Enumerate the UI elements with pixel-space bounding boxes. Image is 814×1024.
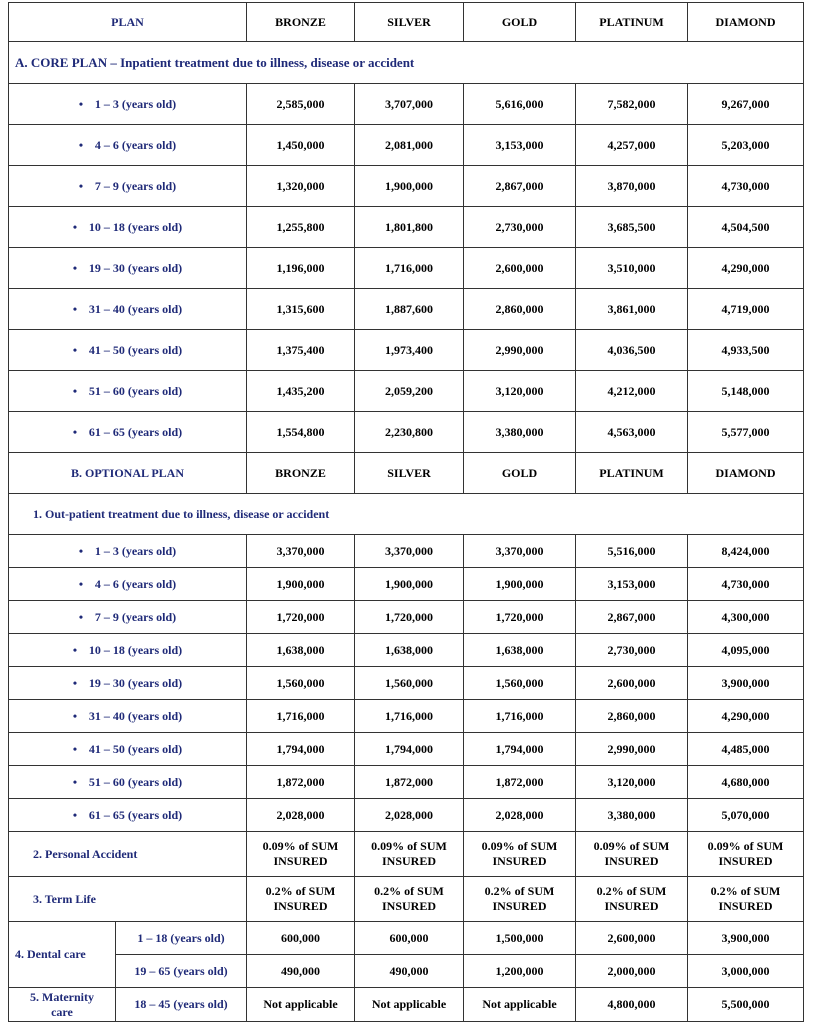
- value-cell: 1,638,000: [355, 634, 464, 667]
- value-cell: Not applicable: [247, 988, 355, 1022]
- age-cell: [9, 289, 247, 330]
- value-cell: 1,720,000: [464, 601, 576, 634]
- value-cell: [247, 877, 355, 922]
- age-cell: [9, 535, 247, 568]
- table-row: [9, 371, 804, 412]
- tier-header: DIAMOND: [688, 453, 804, 494]
- table-row: [9, 766, 804, 799]
- value-cell: 1,500,000: [464, 922, 576, 955]
- value-cell: 1,794,000: [247, 733, 355, 766]
- value-cell: 1,560,000: [247, 667, 355, 700]
- bullet-icon: •: [78, 137, 84, 152]
- age-cell: [9, 166, 247, 207]
- value-cell: 1,200,000: [464, 955, 576, 988]
- value-line: 0.09% of SUM: [707, 839, 784, 853]
- plan-header: PLAN: [9, 3, 247, 42]
- value-cell: 2,028,000: [355, 799, 464, 832]
- value-cell: 1,554,800: [247, 412, 355, 453]
- age-label: 41 – 50 (years old): [88, 741, 183, 756]
- value-cell: [247, 832, 355, 877]
- age-label: 51 – 60 (years old): [88, 383, 183, 398]
- value-cell: 1,638,000: [247, 634, 355, 667]
- maternity-label: [9, 988, 116, 1022]
- value-cell: 2,867,000: [576, 601, 688, 634]
- value-cell: 1,900,000: [355, 166, 464, 207]
- tier-header: DIAMOND: [688, 3, 804, 42]
- term-life-row: [9, 877, 804, 922]
- age-label: 41 – 50 (years old): [88, 342, 183, 357]
- value-cell: 4,800,000: [576, 988, 688, 1022]
- age-label: 31 – 40 (years old): [88, 708, 183, 723]
- table-row: [9, 412, 804, 453]
- outpatient-title-row: [9, 494, 804, 535]
- age-cell: [9, 330, 247, 371]
- value-cell: 3,370,000: [355, 535, 464, 568]
- value-cell: 5,577,000: [688, 412, 804, 453]
- age-label: 10 – 18 (years old): [88, 219, 183, 234]
- value-cell: 490,000: [355, 955, 464, 988]
- value-cell: 7,582,000: [576, 84, 688, 125]
- bullet-icon: •: [72, 260, 78, 275]
- value-cell: 1,255,800: [247, 207, 355, 248]
- value-cell: 600,000: [355, 922, 464, 955]
- dental-row: [9, 955, 804, 988]
- value-cell: 1,375,400: [247, 330, 355, 371]
- term-life-label: 3. Term Life: [9, 877, 247, 922]
- value-cell: 4,290,000: [688, 700, 804, 733]
- bullet-icon: •: [72, 774, 78, 789]
- age-label: 19 – 30 (years old): [88, 260, 183, 275]
- value-cell: 1,638,000: [464, 634, 576, 667]
- value-cell: 2,600,000: [576, 667, 688, 700]
- optional-section-title: B. OPTIONAL PLAN: [9, 453, 247, 494]
- core-section-title: A. CORE PLAN – Inpatient treatment due to illness, disease or accident: [9, 42, 804, 84]
- value-cell: 1,801,800: [355, 207, 464, 248]
- age-cell: [9, 733, 247, 766]
- value-line: 0.2% of SUM: [484, 884, 555, 898]
- value-cell: 1,196,000: [247, 248, 355, 289]
- value-cell: 1,872,000: [247, 766, 355, 799]
- value-line: 0.2% of SUM: [374, 884, 444, 898]
- value-cell: 600,000: [247, 922, 355, 955]
- value-cell: 4,095,000: [688, 634, 804, 667]
- age-label: 10 – 18 (years old): [88, 642, 183, 657]
- bullet-icon: •: [72, 675, 78, 690]
- value-cell: 4,485,000: [688, 733, 804, 766]
- maternity-row: [9, 988, 804, 1022]
- bullet-icon: •: [78, 609, 84, 624]
- maternity-label-line: 5. Maternity: [30, 989, 94, 1004]
- value-cell: 5,516,000: [576, 535, 688, 568]
- value-cell: 4,257,000: [576, 125, 688, 166]
- value-cell: 9,267,000: [688, 84, 804, 125]
- value-cell: 3,153,000: [464, 125, 576, 166]
- table-row: [9, 535, 804, 568]
- age-label: 31 – 40 (years old): [88, 301, 183, 316]
- age-cell: [9, 125, 247, 166]
- value-line: 0.09% of SUM: [371, 839, 447, 853]
- value-line: 0.09% of SUM: [262, 839, 339, 853]
- value-line: 0.2% of SUM: [596, 884, 667, 898]
- bullet-icon: •: [72, 219, 78, 234]
- value-cell: 1,320,000: [247, 166, 355, 207]
- value-cell: 1,872,000: [355, 766, 464, 799]
- value-cell: [576, 832, 688, 877]
- table-row: [9, 601, 804, 634]
- bullet-icon: •: [72, 642, 78, 657]
- tier-header: SILVER: [355, 453, 464, 494]
- value-cell: 8,424,000: [688, 535, 804, 568]
- value-cell: 4,563,000: [576, 412, 688, 453]
- tier-header: PLATINUM: [576, 3, 688, 42]
- value-cell: 1,716,000: [464, 700, 576, 733]
- value-cell: [355, 877, 464, 922]
- value-cell: 4,730,000: [688, 166, 804, 207]
- personal-accident-row: [9, 832, 804, 877]
- value-cell: 1,872,000: [464, 766, 576, 799]
- value-cell: Not applicable: [355, 988, 464, 1022]
- value-cell: 4,290,000: [688, 248, 804, 289]
- value-cell: 1,720,000: [355, 601, 464, 634]
- tier-header: SILVER: [355, 3, 464, 42]
- value-cell: 3,000,000: [688, 955, 804, 988]
- value-line: INSURED: [492, 854, 547, 868]
- value-cell: 2,860,000: [464, 289, 576, 330]
- value-cell: 2,990,000: [464, 330, 576, 371]
- age-label: 4 – 6 (years old): [94, 576, 177, 591]
- value-cell: 3,510,000: [576, 248, 688, 289]
- value-cell: 2,000,000: [576, 955, 688, 988]
- value-cell: 2,600,000: [576, 922, 688, 955]
- bullet-icon: •: [72, 807, 78, 822]
- bullet-icon: •: [78, 576, 84, 591]
- value-cell: 2,585,000: [247, 84, 355, 125]
- value-cell: 3,120,000: [576, 766, 688, 799]
- bullet-icon: •: [78, 543, 84, 558]
- table-row: [9, 634, 804, 667]
- value-cell: [464, 877, 576, 922]
- tier-header: PLATINUM: [576, 453, 688, 494]
- table-row: [9, 289, 804, 330]
- bullet-icon: •: [78, 178, 84, 193]
- value-line: INSURED: [382, 854, 437, 868]
- value-cell: 2,230,800: [355, 412, 464, 453]
- value-cell: 2,730,000: [464, 207, 576, 248]
- insurance-plan-table: [8, 2, 804, 1022]
- age-cell: [9, 799, 247, 832]
- age-cell: [9, 634, 247, 667]
- value-line: 0.2% of SUM: [265, 884, 336, 898]
- value-cell: 2,081,000: [355, 125, 464, 166]
- value-cell: 2,867,000: [464, 166, 576, 207]
- tier-header: GOLD: [464, 3, 576, 42]
- value-line: INSURED: [604, 899, 659, 913]
- age-cell: [9, 371, 247, 412]
- age-label: 4 – 6 (years old): [94, 137, 177, 152]
- age-label: 61 – 65 (years old): [88, 424, 183, 439]
- value-line: 0.09% of SUM: [481, 839, 558, 853]
- age-label: 1 – 3 (years old): [94, 96, 177, 111]
- value-cell: 1,560,000: [464, 667, 576, 700]
- value-cell: 3,900,000: [688, 667, 804, 700]
- value-cell: [355, 832, 464, 877]
- table-row: [9, 166, 804, 207]
- value-cell: 2,059,200: [355, 371, 464, 412]
- age-cell: [9, 601, 247, 634]
- optional-header-row: [9, 453, 804, 494]
- value-cell: 1,315,600: [247, 289, 355, 330]
- header-row: [9, 3, 804, 42]
- age-cell: 1 – 18 (years old): [116, 922, 247, 955]
- age-cell: [9, 568, 247, 601]
- value-cell: 4,719,000: [688, 289, 804, 330]
- value-cell: 5,203,000: [688, 125, 804, 166]
- value-cell: 2,860,000: [576, 700, 688, 733]
- value-cell: 3,861,000: [576, 289, 688, 330]
- value-cell: 490,000: [247, 955, 355, 988]
- value-cell: 2,028,000: [464, 799, 576, 832]
- age-label: 7 – 9 (years old): [94, 178, 177, 193]
- age-cell: 19 – 65 (years old): [116, 955, 247, 988]
- table-row: [9, 700, 804, 733]
- table-row: [9, 568, 804, 601]
- value-cell: 3,153,000: [576, 568, 688, 601]
- value-cell: 5,500,000: [688, 988, 804, 1022]
- age-label: 7 – 9 (years old): [94, 609, 177, 624]
- bullet-icon: •: [72, 708, 78, 723]
- value-cell: [576, 877, 688, 922]
- outpatient-title: 1. Out-patient treatment due to illness, disease or accident: [9, 494, 804, 535]
- value-cell: 1,716,000: [355, 248, 464, 289]
- value-cell: 4,680,000: [688, 766, 804, 799]
- value-line: INSURED: [718, 854, 773, 868]
- value-cell: 4,504,500: [688, 207, 804, 248]
- value-cell: 2,600,000: [464, 248, 576, 289]
- value-cell: 1,900,000: [247, 568, 355, 601]
- value-cell: 1,560,000: [355, 667, 464, 700]
- table-row: [9, 248, 804, 289]
- age-cell: [9, 700, 247, 733]
- value-cell: 3,120,000: [464, 371, 576, 412]
- table-row: [9, 667, 804, 700]
- maternity-label-line: care: [51, 1004, 73, 1019]
- value-cell: 1,435,200: [247, 371, 355, 412]
- value-line: 0.09% of SUM: [593, 839, 670, 853]
- value-cell: 3,380,000: [464, 412, 576, 453]
- value-cell: 3,370,000: [247, 535, 355, 568]
- personal-accident-label: 2. Personal Accident: [9, 832, 247, 877]
- age-cell: [9, 412, 247, 453]
- value-cell: 1,900,000: [464, 568, 576, 601]
- age-label: 1 – 3 (years old): [94, 543, 177, 558]
- value-line: INSURED: [492, 899, 547, 913]
- table-row: [9, 84, 804, 125]
- value-cell: 3,685,500: [576, 207, 688, 248]
- value-cell: [464, 832, 576, 877]
- table-row: [9, 733, 804, 766]
- value-line: INSURED: [273, 854, 328, 868]
- value-cell: 1,716,000: [247, 700, 355, 733]
- value-cell: 4,212,000: [576, 371, 688, 412]
- value-cell: 4,730,000: [688, 568, 804, 601]
- value-cell: 4,300,000: [688, 601, 804, 634]
- age-cell: 18 – 45 (years old): [116, 988, 247, 1022]
- value-cell: 1,794,000: [355, 733, 464, 766]
- value-cell: 3,707,000: [355, 84, 464, 125]
- value-cell: 2,990,000: [576, 733, 688, 766]
- age-cell: [9, 766, 247, 799]
- value-cell: 1,887,600: [355, 289, 464, 330]
- age-label: 19 – 30 (years old): [88, 675, 183, 690]
- value-cell: 1,973,400: [355, 330, 464, 371]
- tier-header: GOLD: [464, 453, 576, 494]
- tier-header: BRONZE: [247, 3, 355, 42]
- bullet-icon: •: [72, 383, 78, 398]
- table-row: [9, 799, 804, 832]
- value-line: INSURED: [273, 899, 328, 913]
- value-cell: 1,716,000: [355, 700, 464, 733]
- core-section-row: [9, 42, 804, 84]
- value-line: INSURED: [382, 899, 437, 913]
- age-cell: [9, 84, 247, 125]
- value-cell: 3,900,000: [688, 922, 804, 955]
- value-cell: 4,933,500: [688, 330, 804, 371]
- value-line: INSURED: [718, 899, 773, 913]
- value-cell: 3,870,000: [576, 166, 688, 207]
- bullet-icon: •: [78, 96, 84, 111]
- value-cell: 5,616,000: [464, 84, 576, 125]
- table-row: [9, 207, 804, 248]
- value-cell: 2,730,000: [576, 634, 688, 667]
- age-cell: [9, 667, 247, 700]
- tier-header: BRONZE: [247, 453, 355, 494]
- dental-row: [9, 922, 804, 955]
- value-cell: [688, 832, 804, 877]
- value-cell: 1,720,000: [247, 601, 355, 634]
- bullet-icon: •: [72, 301, 78, 316]
- value-cell: [688, 877, 804, 922]
- value-line: 0.2% of SUM: [710, 884, 781, 898]
- value-cell: 2,028,000: [247, 799, 355, 832]
- bullet-icon: •: [72, 342, 78, 357]
- age-cell: [9, 207, 247, 248]
- bullet-icon: •: [72, 741, 78, 756]
- value-cell: 3,370,000: [464, 535, 576, 568]
- age-label: 61 – 65 (years old): [88, 807, 183, 822]
- value-cell: Not applicable: [464, 988, 576, 1022]
- value-cell: 5,148,000: [688, 371, 804, 412]
- value-cell: 4,036,500: [576, 330, 688, 371]
- value-cell: 1,450,000: [247, 125, 355, 166]
- age-cell: [9, 248, 247, 289]
- value-cell: 5,070,000: [688, 799, 804, 832]
- value-line: INSURED: [604, 854, 659, 868]
- value-cell: 1,900,000: [355, 568, 464, 601]
- value-cell: 3,380,000: [576, 799, 688, 832]
- value-cell: 1,794,000: [464, 733, 576, 766]
- dental-label: 4. Dental care: [9, 922, 116, 988]
- bullet-icon: •: [72, 424, 78, 439]
- table-row: [9, 125, 804, 166]
- age-label: 51 – 60 (years old): [88, 774, 183, 789]
- table-row: [9, 330, 804, 371]
